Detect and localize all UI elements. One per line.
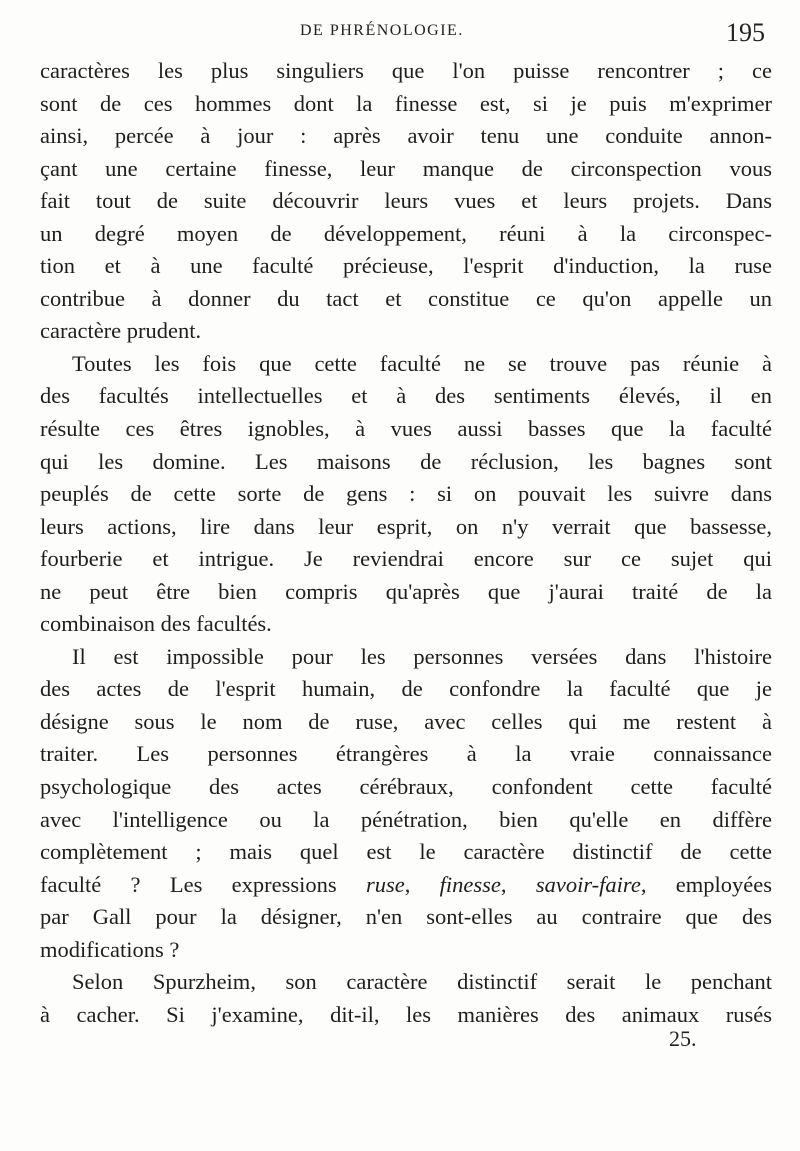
italic-term: finesse (439, 871, 501, 897)
page-number: 195 (726, 18, 765, 47)
text-line: faculté ? Les expressions ruse, finesse, savoir-faire, employées (40, 871, 772, 897)
text-line: des facultés intellectuelles et à des sentiments élevés, il en (40, 383, 772, 409)
text-line: tion et à une faculté précieuse, l'esprit d'induction, la ruse (40, 253, 772, 279)
text-line: résulte ces êtres ignobles, à vues aussi basses que la faculté (40, 416, 772, 442)
text-line: avec l'intelligence ou la pénétration, bien qu'elle en diffère (40, 806, 772, 832)
running-head (0, 20, 800, 50)
text-line: à cacher. Si j'examine, dit-il, les manières des animaux rusés (40, 1001, 772, 1027)
italic-term: savoir-faire (535, 871, 641, 897)
text-line: fourberie et intrigue. Je reviendrai encore sur ce sujet qui (40, 546, 772, 572)
text-line: ne peut être bien compris qu'après que j'aurai traité de la (40, 578, 772, 604)
text-line: peuplés de cette sorte de gens : si on pouvait les suivre dans (40, 481, 772, 507)
text-line: désigne sous le nom de ruse, avec celles qui me restent à (40, 708, 772, 734)
running-title: DE PHRÉNOLOGIE. (300, 22, 464, 39)
text-line: fait tout de suite découvrir leurs vues et leurs projets. Dans (40, 188, 772, 214)
text-line: par Gall pour la désigner, n'en sont-elles au contraire que des (40, 904, 772, 930)
text-line: psychologique des actes cérébraux, confondent cette faculté (40, 774, 772, 800)
text-line: çant une certaine finesse, leur manque de circonspection vous (40, 155, 772, 181)
italic-term: ruse (365, 871, 405, 897)
text-line: qui les domine. Les maisons de réclusion, les bagnes sont (40, 448, 772, 474)
text-line: caractère prudent. (40, 318, 202, 344)
text-line: combinaison des facultés. (40, 611, 272, 637)
text-line: caractères les plus singuliers que l'on puisse rencontrer ; ce (40, 58, 772, 83)
paragraph-start-line: Toutes les fois que cette faculté ne se trouve pas réunie à (72, 350, 772, 376)
text-line: sont de ces hommes dont la finesse est, si je puis m'exprimer (40, 90, 772, 116)
signature-mark: 25. (669, 1026, 697, 1051)
text-line: leurs actions, lire dans leur esprit, on n'y verrait que bassesse, (40, 513, 772, 539)
text-line: un degré moyen de développement, réuni à la circonspec- (40, 220, 772, 246)
paragraph-start-line: Il est impossible pour les personnes versées dans l'histoire (72, 643, 772, 669)
body-text (40, 55, 772, 1031)
text-line: complètement ; mais quel est le caractère distinctif de cette (40, 839, 772, 865)
text-line: traiter. Les personnes étrangères à la vraie connaissance (40, 741, 772, 767)
paragraph-start-line: Selon Spurzheim, son caractère distinctif serait le penchant (72, 969, 772, 995)
text-line: modifications ? (40, 936, 180, 962)
text-line: des actes de l'esprit humain, de confondre la faculté que je (40, 676, 772, 702)
text-line: ainsi, percée à jour : après avoir tenu une conduite annon- (40, 123, 772, 149)
text-line: contribue à donner du tact et constitue ce qu'on appelle un (40, 285, 772, 311)
